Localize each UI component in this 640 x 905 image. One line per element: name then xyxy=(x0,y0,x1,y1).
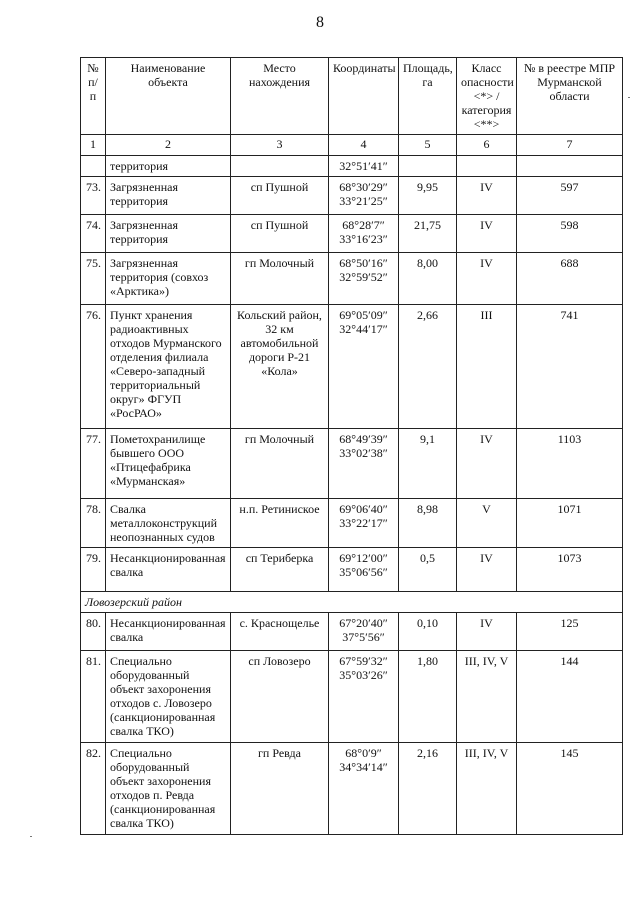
table-row xyxy=(81,177,623,215)
header-num: № п/п xyxy=(81,58,106,135)
cell-class: IV xyxy=(457,177,517,215)
cell-coords: 69°06′40″ 33°22′17″ xyxy=(329,499,399,548)
table-row xyxy=(81,651,623,743)
cell-coords: 69°05′09″ 32°44′17″ xyxy=(329,305,399,429)
table-row xyxy=(81,743,623,835)
cell-registry: 1071 xyxy=(517,499,623,548)
header-coords: Координаты xyxy=(329,58,399,135)
cell-num xyxy=(81,156,106,177)
cell-num: 79. xyxy=(81,548,106,592)
cell-num: 75. xyxy=(81,253,106,305)
column-number: 2 xyxy=(106,135,231,156)
table-row xyxy=(81,613,623,651)
cell-location: гп Молочный xyxy=(231,429,329,499)
header-area: Площадь, га xyxy=(399,58,457,135)
continuation-row xyxy=(81,156,623,177)
table-row xyxy=(81,253,623,305)
cell-registry: 1103 xyxy=(517,429,623,499)
column-number: 4 xyxy=(329,135,399,156)
cell-coords: 67°59′32″ 35°03′26″ xyxy=(329,651,399,743)
cell-name: Загрязненная территория xyxy=(106,177,231,215)
cell-name: Свалка металлоконструкций неопознанных судов xyxy=(106,499,231,548)
cell-registry: 741 xyxy=(517,305,623,429)
cell-area: 2,16 xyxy=(399,743,457,835)
cell-class: IV xyxy=(457,215,517,253)
cell-num: 80. xyxy=(81,613,106,651)
cell-registry: 688 xyxy=(517,253,623,305)
header-row xyxy=(81,58,623,135)
column-number: 1 xyxy=(81,135,106,156)
cell-num: 74. xyxy=(81,215,106,253)
cell-class: III, IV, V xyxy=(457,743,517,835)
cell-area: 8,00 xyxy=(399,253,457,305)
cell-area: 0,5 xyxy=(399,548,457,592)
cell-area: 2,66 xyxy=(399,305,457,429)
cell-area: 1,80 xyxy=(399,651,457,743)
column-number: 7 xyxy=(517,135,623,156)
cell-class: III, IV, V xyxy=(457,651,517,743)
cell-name: Специально оборудованный объект захоронения отходов п. Ревда (санкционированная свалка ТКО) xyxy=(106,743,231,835)
cell-class: IV xyxy=(457,548,517,592)
header-name: Наименование объекта xyxy=(106,58,231,135)
cell-area: 21,75 xyxy=(399,215,457,253)
cell-location xyxy=(231,156,329,177)
cell-location: Кольский район, 32 км автомобильной дороги Р-21 «Кола» xyxy=(231,305,329,429)
cell-name: Пункт хранения радиоактивных отходов Мурманского отделения филиала «Северо-западный территориальный округ» ФГУП «РосРАО» xyxy=(106,305,231,429)
cell-location: н.п. Ретиниское xyxy=(231,499,329,548)
column-number: 5 xyxy=(399,135,457,156)
cell-location: сп Ловозеро xyxy=(231,651,329,743)
table-row xyxy=(81,305,623,429)
cell-area: 9,95 xyxy=(399,177,457,215)
cell-class: V xyxy=(457,499,517,548)
cell-registry: 145 xyxy=(517,743,623,835)
cell-coords: 68°49′39″ 33°02′38″ xyxy=(329,429,399,499)
cell-num: 81. xyxy=(81,651,106,743)
cell-class: IV xyxy=(457,613,517,651)
cell-registry: 597 xyxy=(517,177,623,215)
cell-num: 76. xyxy=(81,305,106,429)
cell-area xyxy=(399,156,457,177)
cell-class: III xyxy=(457,305,517,429)
table-row xyxy=(81,215,623,253)
cell-num: 82. xyxy=(81,743,106,835)
page-number: 8 xyxy=(316,14,324,31)
registry-table xyxy=(80,57,623,835)
cell-area: 8,98 xyxy=(399,499,457,548)
header-registry: № в реестре МПР Мурманской области xyxy=(517,58,623,135)
cell-num: 78. xyxy=(81,499,106,548)
cell-area: 0,10 xyxy=(399,613,457,651)
scan-speck xyxy=(30,836,32,837)
cell-coords: 68°0′9″ 34°34′14″ xyxy=(329,743,399,835)
cell-registry: 125 xyxy=(517,613,623,651)
region-label: Ловозерский район xyxy=(81,592,623,613)
column-number: 6 xyxy=(457,135,517,156)
cell-name: Загрязненная территория xyxy=(106,215,231,253)
scan-speck xyxy=(628,97,630,98)
header-location: Место нахождения xyxy=(231,58,329,135)
cell-registry: 144 xyxy=(517,651,623,743)
cell-coords: 67°20′40″ 37°5′56″ xyxy=(329,613,399,651)
table-row xyxy=(81,429,623,499)
cell-registry: 598 xyxy=(517,215,623,253)
cell-class: IV xyxy=(457,429,517,499)
cell-registry: 1073 xyxy=(517,548,623,592)
cell-coords: 32°51′41″ xyxy=(329,156,399,177)
cell-registry xyxy=(517,156,623,177)
cell-coords: 68°50′16″ 32°59′52″ xyxy=(329,253,399,305)
cell-coords: 69°12′00″ 35°06′56″ xyxy=(329,548,399,592)
cell-area: 9,1 xyxy=(399,429,457,499)
column-numbers-row xyxy=(81,135,623,156)
cell-name: Специально оборудованный объект захоронения отходов с. Ловозеро (санкционированная свалка ТКО) xyxy=(106,651,231,743)
cell-name: территория xyxy=(106,156,231,177)
region-row xyxy=(81,592,623,613)
cell-name: Несанкционированная свалка xyxy=(106,613,231,651)
table-row xyxy=(81,548,623,592)
table-row xyxy=(81,499,623,548)
cell-class: IV xyxy=(457,253,517,305)
cell-location: сп Пушной xyxy=(231,215,329,253)
column-number: 3 xyxy=(231,135,329,156)
cell-name: Загрязненная территория (совхоз «Арктика») xyxy=(106,253,231,305)
cell-location: гп Ревда xyxy=(231,743,329,835)
cell-name: Несанкционированная свалка xyxy=(106,548,231,592)
cell-location: гп Молочный xyxy=(231,253,329,305)
cell-name: Пометохранилище бывшего ООО «Птицефабрика «Мурманская» xyxy=(106,429,231,499)
cell-coords: 68°30′29″ 33°21′25″ xyxy=(329,177,399,215)
cell-num: 77. xyxy=(81,429,106,499)
cell-class xyxy=(457,156,517,177)
cell-location: сп Териберка xyxy=(231,548,329,592)
cell-coords: 68°28′7″ 33°16′23″ xyxy=(329,215,399,253)
cell-location: сп Пушной xyxy=(231,177,329,215)
cell-num: 73. xyxy=(81,177,106,215)
header-class: Класс опасности <*> / категория <**> xyxy=(457,58,517,135)
cell-location: с. Краснощелье xyxy=(231,613,329,651)
